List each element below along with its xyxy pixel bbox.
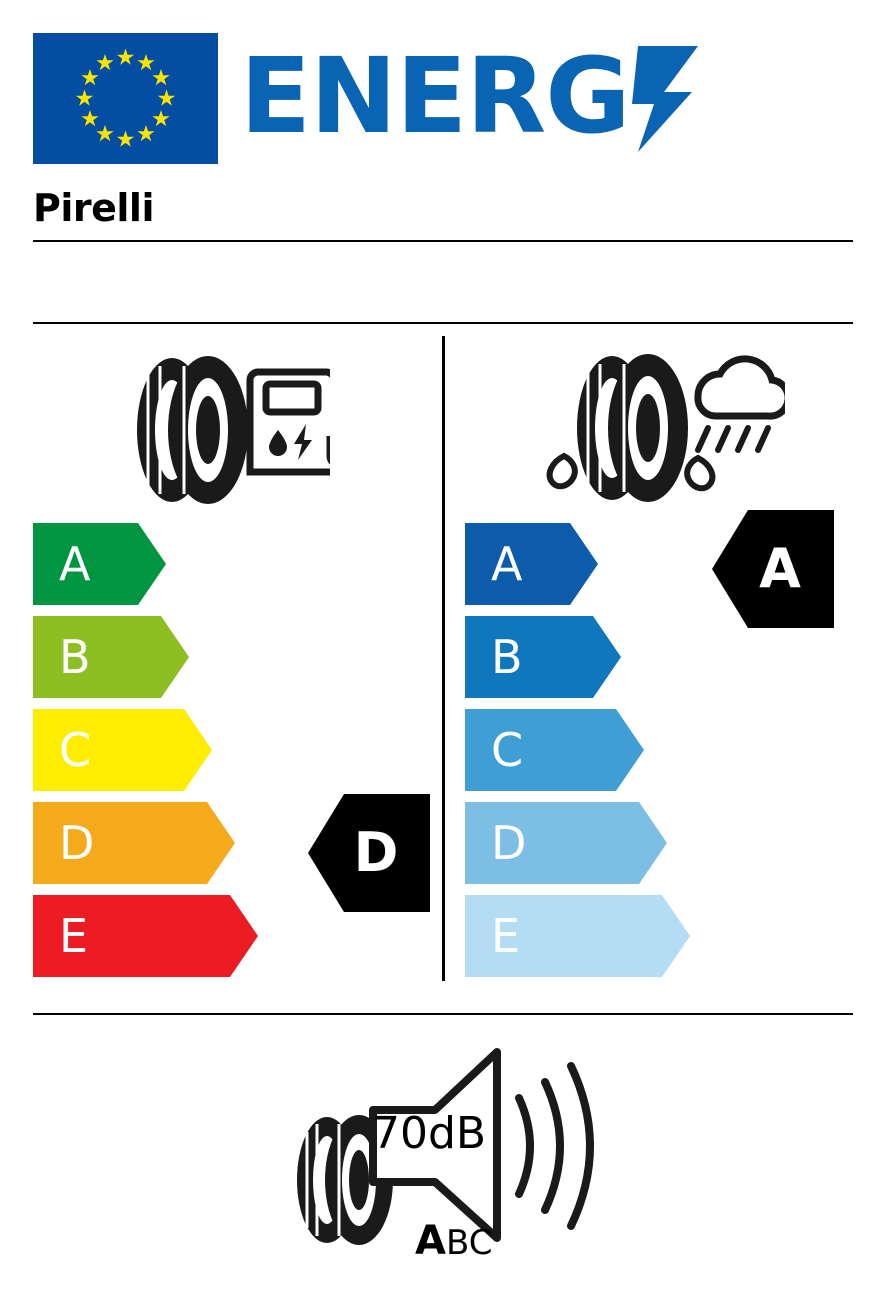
fuel-class-letter-c: C: [59, 723, 92, 777]
wet-grip-result-letter: A: [759, 537, 801, 600]
divider-top: [33, 240, 853, 242]
supplier-name: Pirelli: [33, 186, 154, 230]
divider-second: [33, 322, 853, 324]
wet-class-letter-b: B: [491, 630, 523, 684]
noise-value: 70dB: [372, 1108, 487, 1159]
fuel-class-letter-a: A: [59, 537, 91, 591]
wet-class-letter-a: A: [491, 537, 523, 591]
noise-class-group: [415, 1218, 492, 1264]
energy-wordmark: [240, 44, 710, 154]
fuel-efficiency-result-letter: D: [353, 821, 399, 884]
fuel-class-letter-e: E: [59, 909, 89, 963]
tyre-and-rain-cloud-icon: [530, 350, 785, 510]
svg-text:ENERG: ENERG: [240, 44, 630, 154]
noise-class-rest: BC: [445, 1223, 493, 1263]
fuel-class-letter-b: B: [59, 630, 91, 684]
eu-flag: [33, 33, 218, 164]
divider-vertical: [442, 336, 445, 981]
divider-bottom: [33, 1013, 853, 1015]
fuel-efficiency-result-badge: [308, 794, 430, 912]
wet-class-letter-e: E: [491, 909, 521, 963]
wet-grip-result-badge: [712, 510, 834, 628]
lightning-bolt-icon: [632, 46, 698, 152]
wet-class-letter-d: D: [491, 816, 527, 870]
fuel-class-letter-d: D: [59, 816, 95, 870]
noise-class-selected: A: [415, 1218, 446, 1264]
wet-class-letter-c: C: [491, 723, 524, 777]
tyre-and-fuel-pump-icon: [120, 350, 330, 510]
